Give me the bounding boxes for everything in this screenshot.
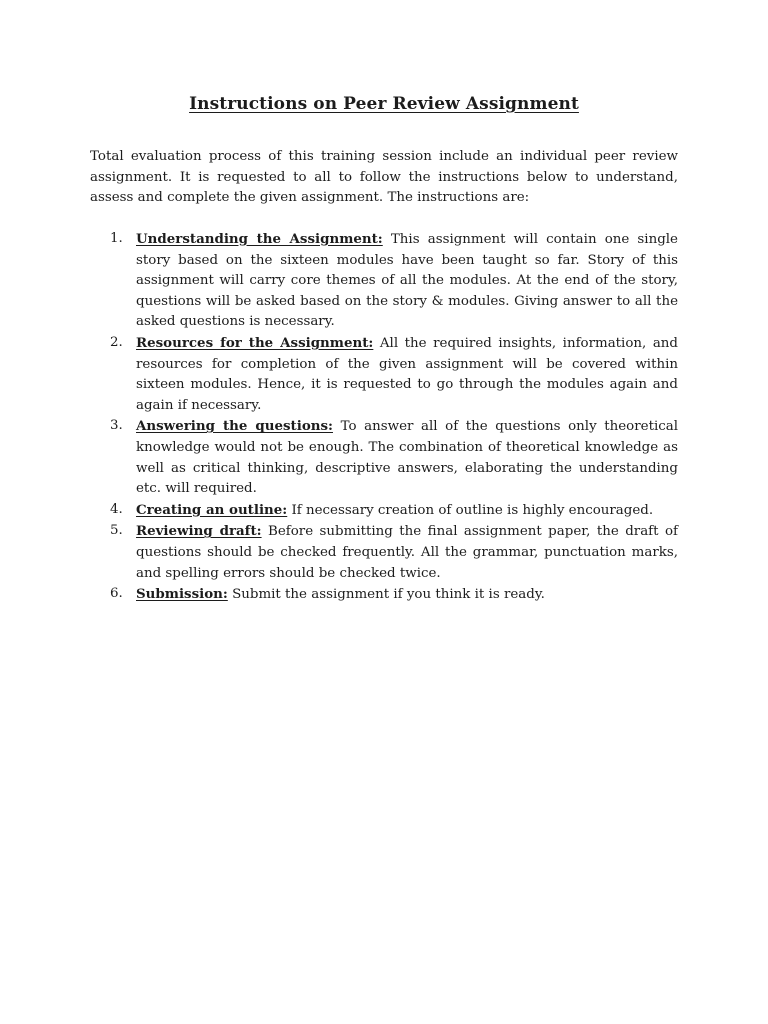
list-item bbox=[90, 500, 678, 522]
instruction-list bbox=[90, 229, 678, 606]
item-number: 3. bbox=[110, 418, 123, 434]
item-text: To answer all of the questions only theoretical knowledge would not be enough. The combination of theoretical knowledge as well as critical thinking, descriptive answers, elaborating the understanding etc. will required. bbox=[136, 419, 678, 497]
item-number: 2. bbox=[110, 334, 123, 350]
item-heading: Understanding the Assignment: bbox=[136, 231, 383, 247]
list-item bbox=[90, 416, 678, 499]
document-title: Instructions on Peer Review Assignment bbox=[189, 94, 579, 114]
item-heading: Answering the questions: bbox=[136, 418, 333, 435]
item-text: Before submitting the final assignment paper, the draft of questions should be checked frequently. All the grammar, punctuation marks, and spelling errors should be checked twice. bbox=[136, 524, 678, 581]
item-number: 4. bbox=[110, 501, 123, 517]
item-heading: Reviewing draft: bbox=[136, 523, 262, 540]
item-number: 6. bbox=[110, 586, 123, 602]
item-number: 1. bbox=[110, 231, 123, 246]
item-heading: Resources for the Assignment: bbox=[136, 334, 374, 351]
list-item bbox=[90, 229, 678, 333]
item-heading: Creating an outline: bbox=[136, 501, 288, 518]
item-number: 5. bbox=[110, 523, 123, 539]
item-text: Submit the assignment if you think it is ready. bbox=[227, 587, 545, 603]
list-item bbox=[90, 584, 678, 606]
item-heading: Submission: bbox=[136, 586, 228, 603]
list-item bbox=[90, 333, 678, 416]
item-text: All the required insights, information, and resources for completion of the given assignment will be covered within sixteen modules. Hence, it is requested to go through the modules again and again if necessary. bbox=[136, 335, 678, 413]
intro-paragraph: Total evaluation process of this training session include an individual peer review assignment. It is requested to all to follow the instructions below to understand, assess and complete the given assignment. The instructions are: bbox=[90, 149, 678, 206]
list-item bbox=[90, 521, 678, 584]
item-text: This assignment will contain one single story based on the sixteen modules have been taught so far. Story of this assignment will carry core themes of all the modules. At the end of the story, questions will be asked based on the story & modules. Giving answer to all the asked questions is necessary. bbox=[136, 232, 678, 330]
item-text: If necessary creation of outline is highly encouraged. bbox=[287, 502, 654, 518]
